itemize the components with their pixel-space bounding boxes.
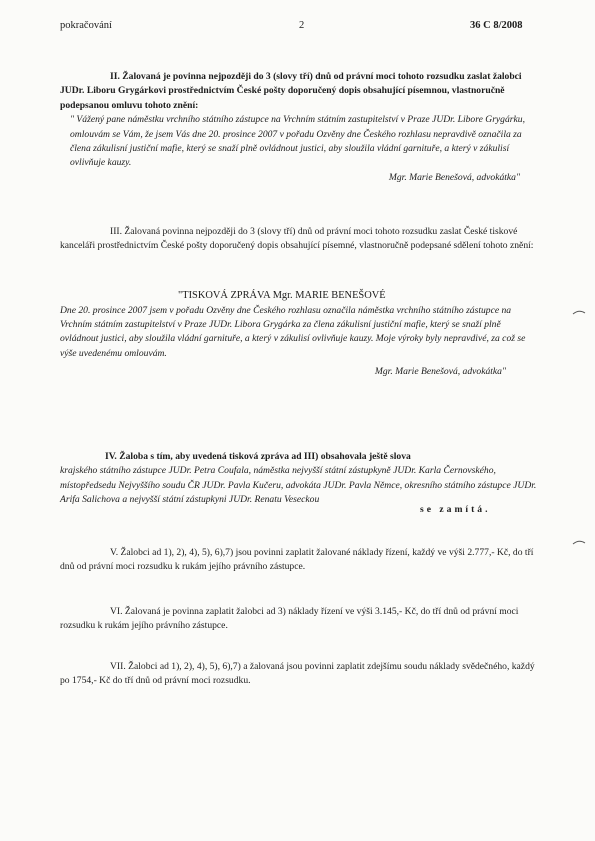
press-release-text: Dne 20. prosince 2007 jsem v pořadu Ozvěny dne Českého rozhlasu označila náměstka vrchního státního zástupce na Vrchním státním zastupitelství v Praze JUDr. Libora Grygárka za člena zákulisní justiční mafie, který se snaží plně ovládnout justici, aby sloužila vládní garnituře, a který v zákulisí ovlivňuje kauzy. Moje výroky byly nepravdivé, za což se výše uvedenému omlouvám. xyxy=(60,304,526,359)
section-ii-quote: " Vážený pane náměstku vrchního státního zástupce na Vrchním státním zastupitelství v Praze JUDr. Libore Grygárku, omlouvám se Vám, že jsem Vás dne 20. prosince 2007 v pořadu Ozvěny dne Českého rozhlasu nepravdivě označila za člena zákulisní justiční mafie, který se snaží plně ovládnout justici, aby sloužila vládní garnituře, a který v zákulisí ovlivňuje kauzy. xyxy=(70,114,525,169)
margin-mark xyxy=(572,538,586,546)
section-iv-verdict: se zamítá. xyxy=(420,504,491,515)
section-v xyxy=(60,546,538,575)
press-release-title: "TISKOVÁ ZPRÁVA Mgr. MARIE BENEŠOVÉ xyxy=(178,290,386,301)
case-number: 36 C 8/2008 xyxy=(470,20,523,31)
section-ii xyxy=(60,70,538,185)
section-vi xyxy=(60,605,538,634)
section-vii-text: VII. Žalobci ad 1), 2), 4), 5), 6),7) a žalovaná jsou povinni zaplatit zdejšímu soudu náklady svědečného, každý po 1754,- Kč do tří dnů od právní moci rozsudku. xyxy=(60,661,535,687)
section-vii xyxy=(60,660,538,689)
section-iii-press-release xyxy=(60,288,538,380)
section-ii-lead: II. Žalovaná je povinna nejpozději do 3 (slovy tří) dnů od právní moci tohoto rozsudku zaslat žalobci JUDr. Liboru Grygárkovi prostřednictvím České pošty doporučený dopis obsahující písemnou, vlastnoručně podepsanou omluvu tohoto znění: xyxy=(60,71,522,111)
section-ii-signature: Mgr. Marie Benešová, advokátka" xyxy=(388,171,520,183)
section-vi-text: VI. Žalovaná je povinna zaplatit žalobci ad 3) náklady řízení ve výši 3.145,- Kč, do tří dnů od právní moci rozsudku k rukám jejího právního zástupce. xyxy=(60,606,519,632)
section-iv xyxy=(60,450,538,508)
header-continuation: pokračování xyxy=(60,20,112,31)
section-iii-lead: III. Žalovaná povinna nejpozději do 3 (slovy tří) dnů od právní moci tohoto rozsudku zaslat České tiskové kanceláři prostřednictvím České pošty doporučený dopis obsahující písemné, vlastnoručně podepsané sdělení tohoto znění: xyxy=(60,226,534,252)
section-iv-lead: IV. Žaloba s tím, aby uvedená tisková zpráva ad III) obsahovala ještě slova xyxy=(105,451,411,462)
page-number: 2 xyxy=(299,20,305,31)
section-iii xyxy=(60,225,538,254)
press-release-signature: Mgr. Marie Benešová, advokátka" xyxy=(374,366,506,378)
margin-mark xyxy=(572,308,586,316)
section-v-text: V. Žalobci ad 1), 2), 4), 5), 6),7) jsou povinni zaplatit žalované náklady řízení, každý ve výši 2.777,- Kč, do tří dnů od právní moci rozsudku k rukám jejího právního zástupce. xyxy=(60,547,534,573)
section-iv-quote: krajského státního zástupce JUDr. Petra Coufala, náměstka nejvyšší státní zástupkyně JUDr. Karla Černovského, místopředsedu Nejvyššího soudu ČR JUDr. Pavla Kučeru, advokáta JUDr. Pavla Němce, okresního státního zástupce JUDr. Arifa Salichova a nejvyšší státní zástupkyni JUDr. Renatu Veseckou xyxy=(60,465,537,506)
